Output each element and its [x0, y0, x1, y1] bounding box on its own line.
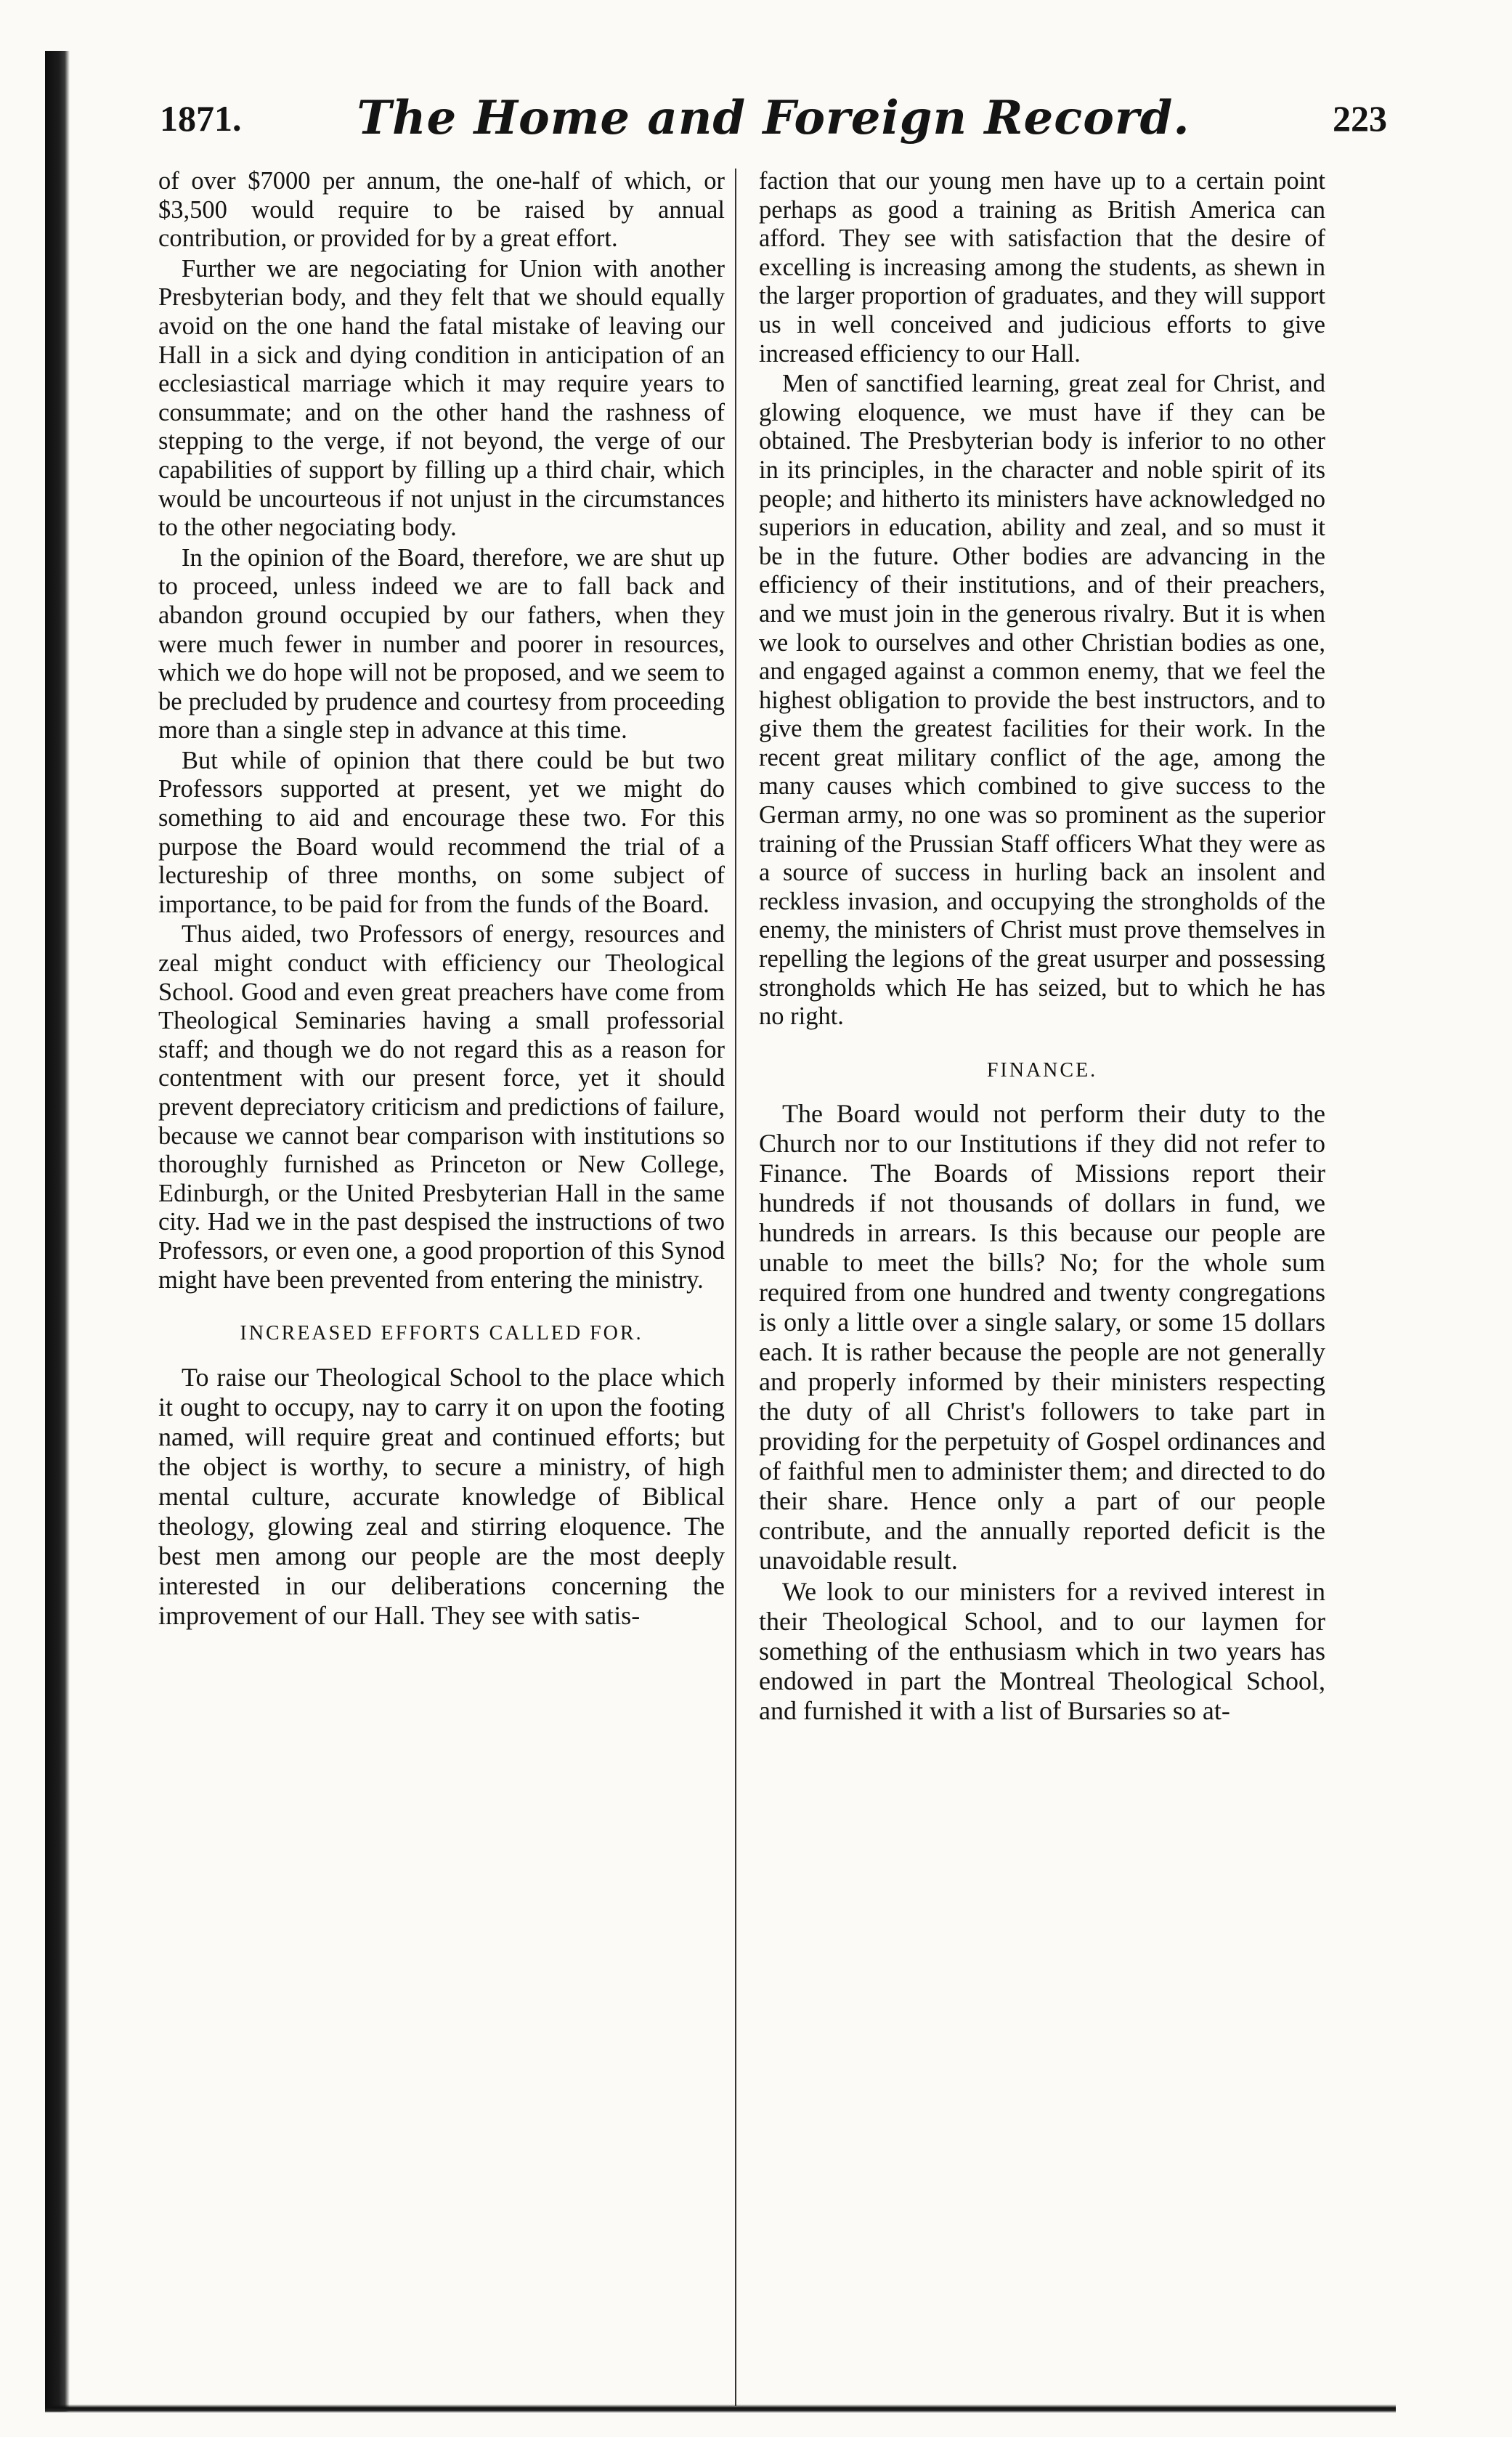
section-heading: INCREASED EFFORTS CALLED FOR. [240, 1322, 643, 1345]
left-column [158, 167, 725, 2390]
paragraph: But while of opinion that there could be but two Professors supported at present, yet we might do something to aid and encourage these two. For this purpose the Board would recommend the trial of a lectureship of three months, on some subject of importance, to be paid for from the funds of the Board. [158, 746, 725, 918]
bottom-rule [45, 2404, 1396, 2413]
binding-edge [45, 51, 70, 2412]
running-header [160, 86, 1387, 151]
paragraph: Thus aided, two Professors of energy, resources and zeal might conduct with efficiency our Theological School. Good and even great preachers have come from Theological Seminaries having a small professorial staff; and though we do not regard this as a reason for contentment with our present force, yet it should prevent depreciatory criticism and predictions of failure, because we cannot bear comparison with institutions so thoroughly furnished as Princeton or New College, Edinburgh, or the United Presbyterian Hall in the same city. Had we in the past despised the instructions of two Professors, or even one, a good proportion of this Synod might have been prevented from entering the ministry. [158, 920, 725, 1294]
paragraph: We look to our ministers for a revived interest in their Theological School, and to our laymen for something of the enthusiasm which in two years has endowed in part the Montreal Theological School, and furnished it with a list of Bursaries so at- [759, 1577, 1325, 1726]
journal-title: The Home and Foreign Record. [357, 91, 1190, 145]
paragraph: faction that our young men have up to a certain point perhaps as good a training as British America can afford. They see with satisfaction that the desire of excelling is increasing among the students, as shewn in the larger proportion of graduates, and they will support us in well conceived and judicious efforts to give increased efficiency to our Hall. [759, 167, 1325, 368]
paragraph: of over $7000 per annum, the one-half of which, or $3,500 would require to be raised by annual contribution, or provided for by a great effort. [158, 167, 725, 253]
paragraph: In the opinion of the Board, therefore, we are shut up to proceed, unless indeed we are to fall back and abandon ground occupied by our fathers, when they were much fewer in number and poorer in resources, which we do hope will not be proposed, and we seem to be precluded by prudence and courtesy from proceeding more than a single step in advance at this time. [158, 543, 725, 745]
right-column [759, 167, 1325, 2390]
page-number: 223 [1333, 98, 1387, 139]
column-divider [735, 169, 736, 2406]
paragraph: To raise our Theological School to the place which it ought to occupy, nay to carry it on upon the footing named, will require great and continued efforts; but the object is worthy, to secure a ministry, of high mental culture, accurate knowledge of Biblical theology, glowing zeal and stirring eloquence. The best men among our people are the most deeply interested in our deliberations concerning the improvement of our Hall. They see with satis- [158, 1362, 725, 1630]
paragraph: Further we are negociating for Union with another Presbyterian body, and they felt that we should equally avoid on the one hand the fatal mistake of leaving our Hall in a sick and dying condition in anticipation of an ecclesiastical marriage which it may require years to consummate; and on the other hand the rashness of stepping to the verge, if not beyond, the verge of our capabilities of support by filling up a third chair, which would be uncourteous if not unjust in the circumstances to the other negociating body. [158, 254, 725, 542]
paragraph: The Board would not perform their duty to the Church nor to our Institutions if they did not refer to Finance. The Boards of Missions report their hundreds if not thousands of dollars in fund, we hundreds in arrears. Is this because our people are unable to meet the bills? No; for the whole sum required from one hundred and twenty congregations is only a little over a single salary, or some 15 dollars each. It is rather because the people are not generally and properly informed by their ministers respecting the duty of all Christ's followers to take part in providing for the perpetuity of Gospel ordinances and of faithful men to administer them; and directed to do their share. Hence only a part of our people contribute, and the annually reported deficit is the unavoidable result. [759, 1099, 1325, 1576]
paragraph: Men of sanctified learning, great zeal for Christ, and glowing eloquence, we must have if they can be obtained. The Presbyterian body is inferior to no other in its principles, in the character and noble spirit of its people; and hitherto its ministers have acknowledged no superiors in education, ability and zeal, and so must it be in the future. Other bodies are advancing in the efficiency of their institutions, and of their preachers, and we must join in the generous rivalry. But it is when we look to ourselves and other Christian bodies as one, and engaged against a common enemy, that we feel the highest obligation to provide the best instructors, and to give them the greatest facilities for their work. In the recent great military conflict of the age, among the many causes which combined to give success to the German army, no one was so prominent as the superior training of the Prussian Staff officers What they were as a source of success in hurling back an insolent and reckless invasion, and occupying the strongholds of the enemy, the ministers of Christ must prove themselves in repelling the legions of the great usurper and possessing strongholds which He has seized, but to which he has no right. [759, 370, 1325, 1031]
section-heading: FINANCE. [986, 1058, 1098, 1082]
header-year: 1871. [160, 98, 242, 139]
